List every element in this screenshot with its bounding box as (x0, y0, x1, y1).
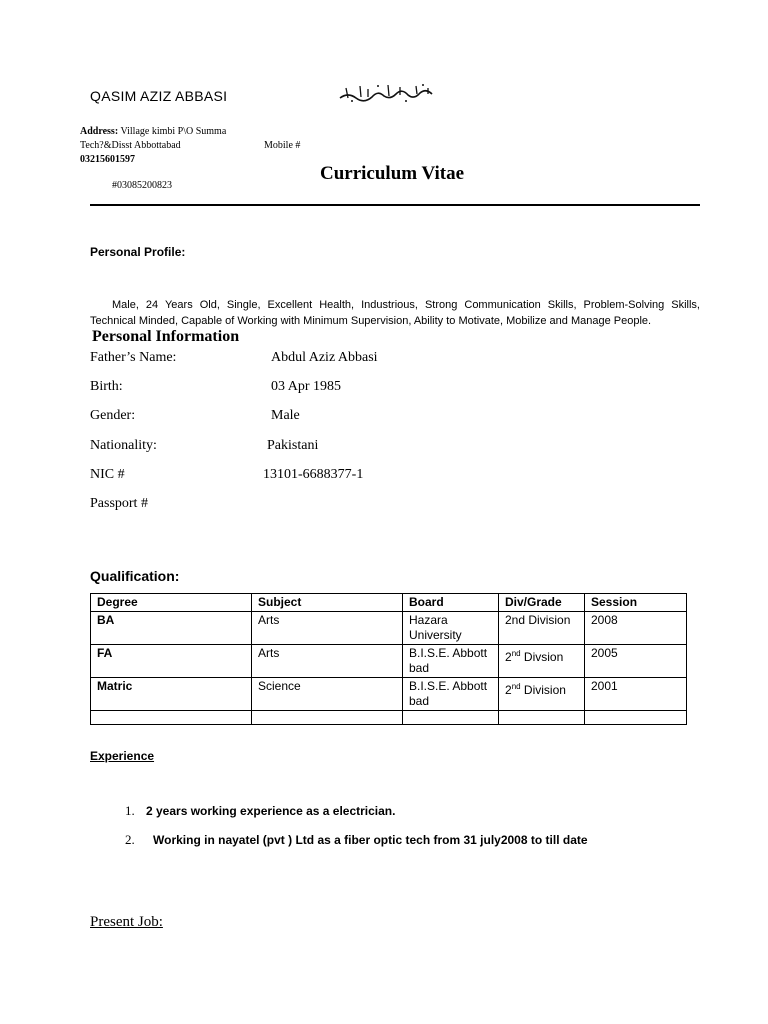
experience-item-number: 2. (125, 832, 135, 847)
cell-degree: FA (91, 645, 252, 678)
cell-div-grade (499, 645, 585, 678)
div-grade-suffix: nd (511, 682, 521, 691)
nationality-label: Nationality: (90, 438, 157, 453)
experience-item: 2 years working experience as a electrician. (146, 804, 396, 818)
personal-profile-heading: Personal Profile: (90, 245, 186, 259)
column-header-session: Session (585, 594, 687, 612)
qualification-heading: Qualification: (90, 568, 180, 584)
gender-label: Gender: (90, 408, 136, 423)
column-header-subject: Subject (252, 594, 403, 612)
cell-subject: Science (252, 678, 403, 711)
birth-label: Birth: (90, 379, 123, 394)
div-grade-text: 2nd Division (505, 613, 571, 627)
table-row (91, 678, 687, 711)
document-title: Curriculum Vitae (320, 163, 465, 184)
bismillah-calligraphy-icon (338, 82, 434, 104)
address-value: Village kimbi P\O Summa (120, 126, 227, 137)
present-job-heading: Present Job: (90, 914, 163, 930)
cell-session: 2008 (585, 612, 687, 645)
table-header-row (91, 594, 687, 612)
experience-item-number: 1. (125, 803, 135, 818)
mobile-number-1: 03215601597 (80, 154, 135, 165)
cell-subject: Arts (252, 612, 403, 645)
cell-board: Hazara University (403, 612, 499, 645)
experience-item: Working in nayatel (pvt ) Ltd as a fiber optic tech from 31 july2008 to till date (153, 833, 588, 847)
cell-session: 2001 (585, 678, 687, 711)
fathers-name-value: Abdul Aziz Abbasi (271, 350, 378, 365)
cell-empty (252, 711, 403, 725)
table-row-empty (91, 711, 687, 725)
qualification-table (90, 593, 687, 725)
cell-div-grade (499, 678, 585, 711)
mobile-number-2: #03085200823 (112, 180, 172, 191)
cell-session: 2005 (585, 645, 687, 678)
div-grade-text: Divsion (520, 650, 564, 664)
birth-value: 03 Apr 1985 (271, 379, 341, 394)
nic-value: 13101-6688377-1 (263, 467, 364, 482)
cell-board: B.I.S.E. Abbott bad (403, 645, 499, 678)
cell-empty (499, 711, 585, 725)
column-header-div-grade: Div/Grade (499, 594, 585, 612)
table-row (91, 645, 687, 678)
address-label: Address: (80, 126, 119, 137)
cell-div-grade (499, 612, 585, 645)
div-grade-suffix: nd (511, 649, 521, 658)
experience-heading: Experience (90, 749, 155, 763)
passport-label: Passport # (90, 496, 148, 511)
header-divider (90, 204, 700, 206)
div-grade-number: 2 (505, 683, 512, 697)
gender-value: Male (271, 408, 300, 423)
cell-degree: BA (91, 612, 252, 645)
cell-empty (91, 711, 252, 725)
cell-board: B.I.S.E. Abbott bad (403, 678, 499, 711)
address-line-2: Tech?&Disst Abbottabad (80, 140, 181, 151)
cell-empty (403, 711, 499, 725)
div-grade-number: 2 (505, 650, 512, 664)
nationality-value: Pakistani (267, 438, 319, 453)
div-grade-text: Division (520, 683, 566, 697)
column-header-degree: Degree (91, 594, 252, 612)
cell-degree: Matric (91, 678, 252, 711)
candidate-name: QASIM AZIZ ABBASI (90, 88, 228, 104)
cell-empty (585, 711, 687, 725)
column-header-board: Board (403, 594, 499, 612)
cell-subject: Arts (252, 645, 403, 678)
mobile-label: Mobile # (264, 140, 301, 151)
table-row (91, 612, 687, 645)
nic-label: NIC # (90, 467, 125, 482)
personal-profile-text: Male, 24 Years Old, Single, Excellent Health, Industrious, Strong Communication Skills, Problem-Solving Skills, Technical Minded, Capable of Working with Minimum Supervision, Ability to Motivate, Mobilize and Manage People. (90, 299, 700, 327)
address-line-1 (80, 126, 226, 137)
personal-information-heading: Personal Information (92, 328, 240, 345)
fathers-name-label: Father’s Name: (90, 350, 177, 365)
